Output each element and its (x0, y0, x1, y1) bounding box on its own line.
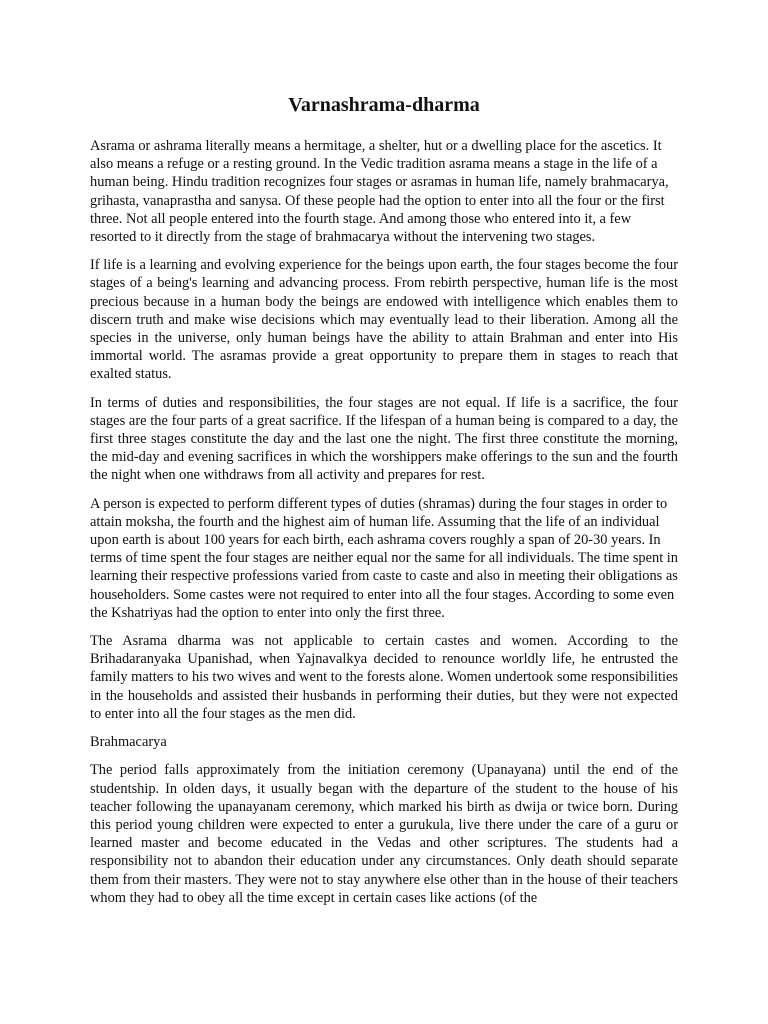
paragraph-shramas: A person is expected to perform different types of duties (shramas) during the four stages in order to attain moksha, the fourth and the highest aim of human life. Assuming that the life of an individual upon earth is about 100 years for each birth, each ashrama covers roughly a span of 20-30 years. In terms of time spent the four stages are neither equal nor the same for all individuals. The time spent in learning their respective professions varied from caste to caste and also in meeting their obligations as householders. Some castes were not required to enter into all the four stages. According to some even the Kshatriyas had the option to enter into only the first three. (90, 495, 678, 621)
document-title: Varnashrama-dharma (288, 94, 480, 116)
section-heading-brahmacarya: Brahmacarya (90, 734, 167, 751)
paragraph-castes-women: The Asrama dharma was not applicable to certain castes and women. According to the Brihadaranyaka Upanishad, when Yajnavalkya decided to renounce worldly life, he entrusted the family matters to his two wives and went to the forests alone. Women undertook some responsibilities in the households and assisted their husbands in performing their duties, but they were not expected to enter into all the four stages as the men did. (90, 633, 678, 722)
paragraph-asrama-definition: Asrama or ashrama literally means a hermitage, a shelter, hut or a dwelling place for the ascetics. It also means a refuge or a resting ground. In the Vedic tradition asrama means a stage in the life of a human being. Hindu tradition recognizes four stages or asramas in human life, namely brahmacarya, grihasta, vanaprastha and sanysa. Of these people had the option to enter into all the four or the first three. Not all people entered into the fourth stage. And among those who entered into it, a few resorted to it directly from the stage of brahmacarya without the intervening two stages. (90, 138, 669, 246)
paragraph-learning-process: If life is a learning and evolving experience for the beings upon earth, the four stages become the four stages of a being's learning and advancing process. From rebirth perspective, human life is the most precious because in a human body the beings are endowed with intelligence which enables them to discern truth and make wise decisions which may eventually lead to their liberation. Among all the species in the universe, only human beings have the ability to attain Brahman and enter into His immortal world. The asramas provide a great opportunity to prepare them in stages to reach that exalted status. (90, 257, 678, 383)
paragraph-duties-responsibilities: In terms of duties and responsibilities, the four stages are not equal. If life is a sacrifice, the four stages are the four parts of a great sacrifice. If the lifespan of a human being is compared to a day, the first three stages constitute the day and the last one the night. The first three constitute the morning, the mid-day and evening sacrifices in which the worshippers make offerings to the sun and the fourth the night when one withdraws from all activity and prepares for rest. (90, 394, 678, 484)
paragraph-brahmacarya: The period falls approximately from the initiation ceremony (Upanayana) until the end of the studentship. In olden days, it usually began with the departure of the student to the house of his teacher following the upanayanam ceremony, which marked his birth as dwija or twice born. During this period young children were expected to enter a gurukula, live there under the care of a guru or learned master and become educated in the Vedas and other scriptures. The students had a responsibility not to abandon their education under any circumstances. Only death should separate them from their masters. They were not to stay anywhere else other than in the house of their teachers whom they had to obey all the time except in certain cases like actions (of the (90, 762, 678, 906)
document-body (90, 137, 678, 917)
